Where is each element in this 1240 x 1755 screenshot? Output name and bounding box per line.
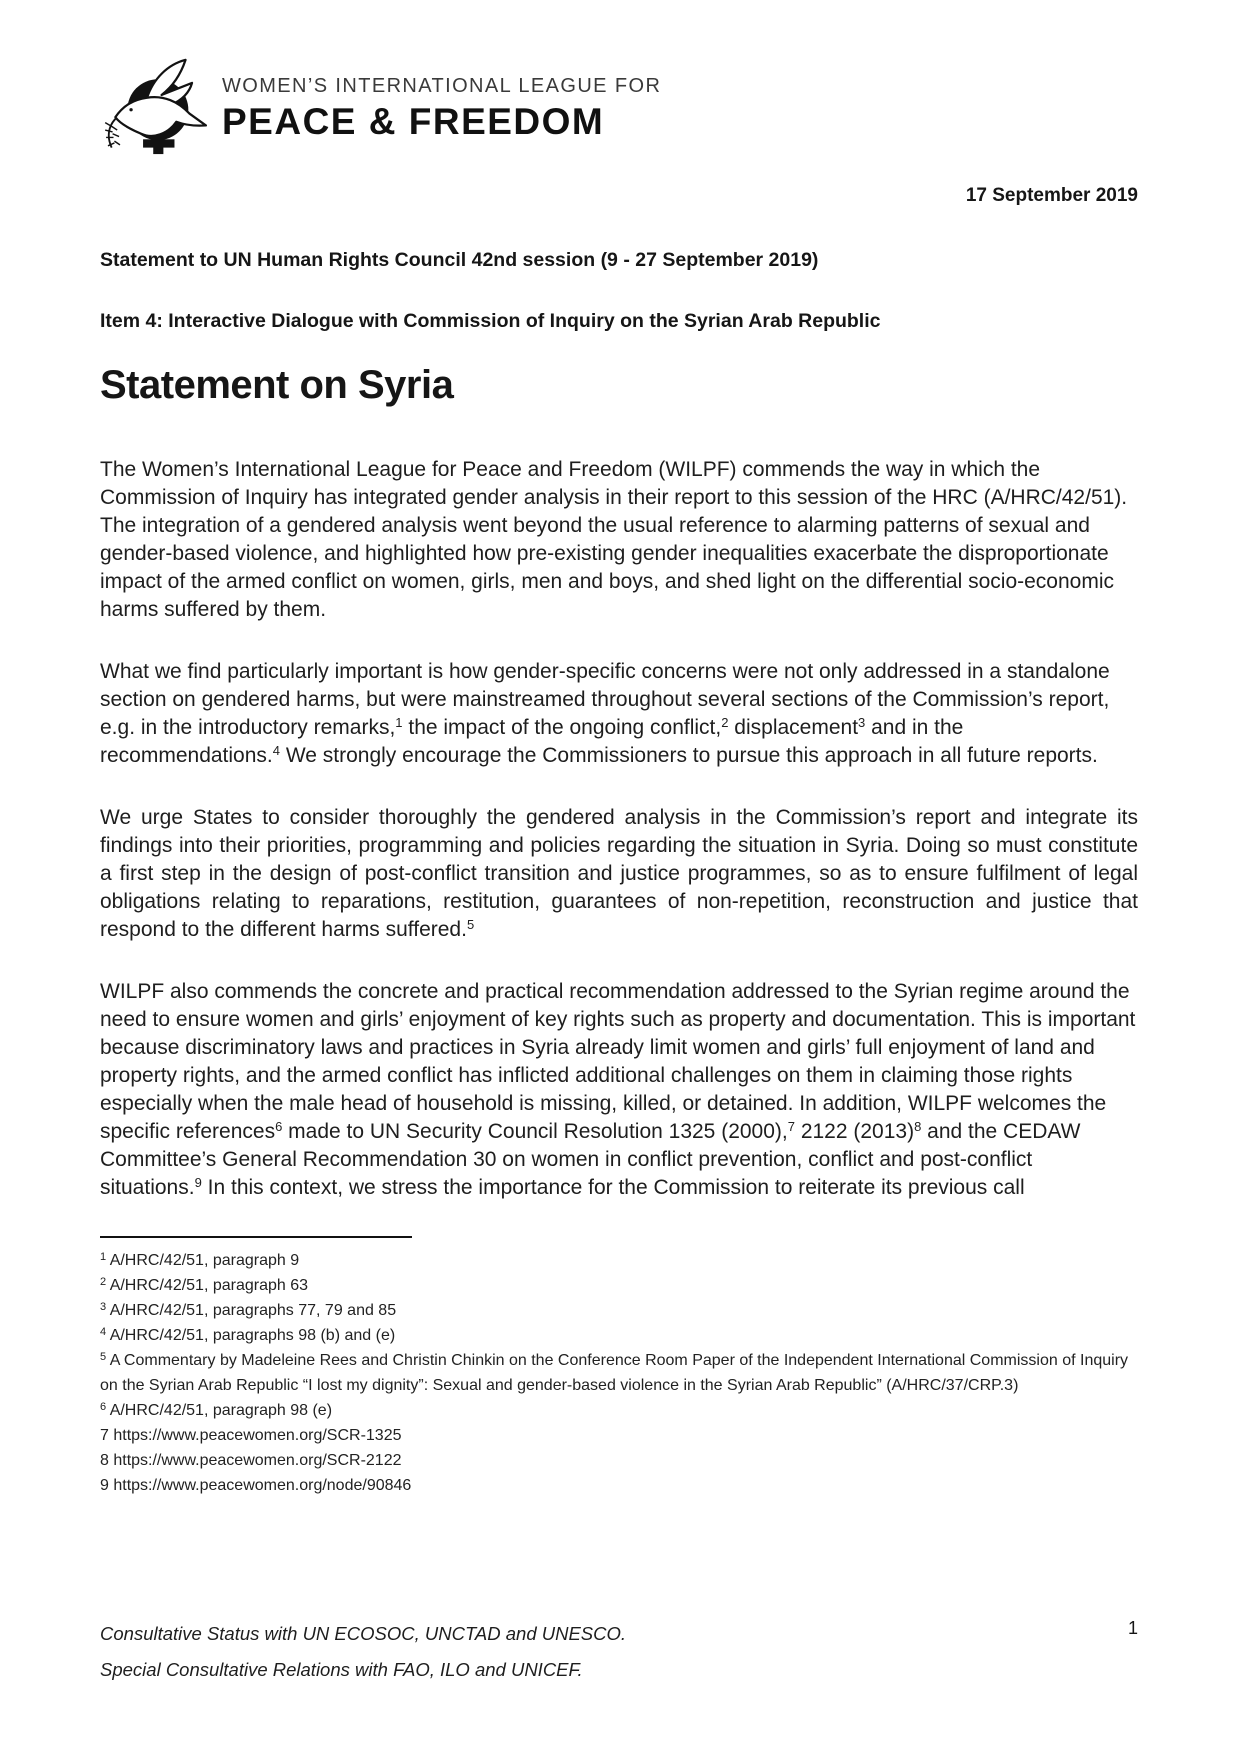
paragraph: The Women’s International League for Peace and Freedom (WILPF) commends the way in which the Commission of Inquiry has integrated gender analysis in their report to this session of the HRC (A/HRC/42/51). The integration of a gendered analysis went beyond the usual reference to alarming patterns of sexual and gender-based violence, and highlighted how pre-existing gender inequalities exacerbate the disproportionate impact of the armed conflict on women, girls, men and boys, and shed light on the differential socio-economic harms suffered by them. [100, 458, 1128, 621]
org-logo [100, 58, 1138, 155]
footer-line2: Special Consultative Relations with FAO, ILO and UNICEF. [100, 1659, 583, 1680]
footnote-ref: 3 [858, 715, 866, 730]
document-date: 17 September 2019 [965, 185, 1138, 206]
footnote: $^5$ A Commentary by Madeleine Rees and Christin Chinkin on the Conference Room Paper of the Independent International Commission of Inquiry on the Syrian Arab Republic “I lost my dignity”: Sexual and gender-based violence in the Syrian Arab Republic” (A/HRC/37/CRP.3) [100, 1351, 1129, 1394]
footnote-ref: 5 [466, 917, 475, 932]
footnote-marker: 2 [100, 1276, 107, 1288]
org-name-line2: PEACE & FREEDOM [222, 100, 605, 142]
footnote-marker: 1 [100, 1251, 107, 1263]
footnotes-section [100, 1248, 1138, 1498]
footnote: 9 https://www.peacewomen.org/node/90846 [100, 1477, 412, 1494]
footnote-marker: 6 [100, 1401, 107, 1413]
footnote-marker: 3 [100, 1301, 107, 1313]
footnote-marker: 5 [100, 1351, 107, 1363]
footnote-ref: 7 [787, 1119, 795, 1134]
footnote-ref: 6 [275, 1119, 283, 1134]
statement-body [100, 456, 1138, 1202]
paragraph: We urge States to consider thoroughly the gendered analysis in the Commission’s report and integrate its findings into their priorities, programming and policies regarding the situation in Syria. Doing so must constitute a first step in the design of post-conflict transition and justice programmes, so as to ensure fulfilment of legal obligations relating to reparations, restitution, guarantees of non-repetition, reconstruction and justice that respond to the different harms suffered.$^5$ [100, 806, 1138, 941]
statement-heading: Statement to UN Human Rights Council 42nd session (9 - 27 September 2019) [100, 249, 819, 271]
footnote: $^4$ A/HRC/42/51, paragraphs 98 (b) and (e) [100, 1326, 396, 1344]
footnote-marker: 4 [100, 1326, 107, 1338]
footnote: 8 https://www.peacewomen.org/SCR-2122 [100, 1452, 402, 1469]
item-heading: Item 4: Interactive Dialogue with Commission of Inquiry on the Syrian Arab Republic [100, 310, 881, 332]
org-name-line1: WOMEN’S INTERNATIONAL LEAGUE FOR [222, 74, 662, 97]
footnote-ref: 9 [194, 1175, 202, 1190]
footnote-ref: 8 [914, 1119, 922, 1134]
footnote-ref: 2 [721, 715, 729, 730]
footer [100, 1616, 1138, 1688]
footer-consultative-status [100, 1616, 626, 1688]
footnote: $^2$ A/HRC/42/51, paragraph 63 [100, 1276, 309, 1294]
page-number: 1 [1127, 1618, 1138, 1638]
paragraph: What we find particularly important is how gender-specific concerns were not only addressed in a standalone section on gendered harms, but were mainstreamed throughout several sections of the Commission’s report, e.g. in the introductory remarks,$^1$ the impact of the ongoing conflict,$^2$ displacement$^3$ and in the recommendations.$^4$ We strongly encourage the Commissioners to pursue this approach in all future reports. [100, 660, 1110, 767]
paragraph: WILPF also commends the concrete and practical recommendation addressed to the Syrian regime around the need to ensure women and girls’ enjoyment of key rights such as property and documentation. This is important because discriminatory laws and practices in Syria already limit women and girls’ full enjoyment of land and property rights, and the armed conflict has inflicted additional challenges on them in claiming those rights especially when the male head of household is missing, killed, or detained. In addition, WILPF welcomes the specific references$^6$ made to UN Security Council Resolution 1325 (2000),$^7$ 2122 $(2013)^8$ and the CEDAW Committee’s General Recommendation 30 on women in conflict prevention, conflict and post-conflict situations.$^9$ In this context, we stress the importance for the Commission to reiterate its previous call [100, 980, 1136, 1199]
footnote: $^3$ A/HRC/42/51, paragraphs 77, 79 and 85 [100, 1301, 397, 1319]
footnote: 7 https://www.peacewomen.org/SCR-1325 [100, 1427, 402, 1444]
footnote-separator [100, 1236, 412, 1238]
dove-venus-logo-icon [100, 58, 212, 155]
footnote: $^1$ A/HRC/42/51, paragraph 9 [100, 1251, 300, 1269]
footnote-ref: 1 [395, 715, 403, 730]
footnote-ref: 4 [272, 743, 280, 758]
footer-line1: Consultative Status with UN ECOSOC, UNCTAD and UNESCO. [100, 1623, 627, 1644]
footnote: $^6$ A/HRC/42/51, paragraph 98 (e) [100, 1401, 333, 1419]
org-name [222, 71, 661, 143]
page-title: Statement on Syria [100, 363, 454, 407]
